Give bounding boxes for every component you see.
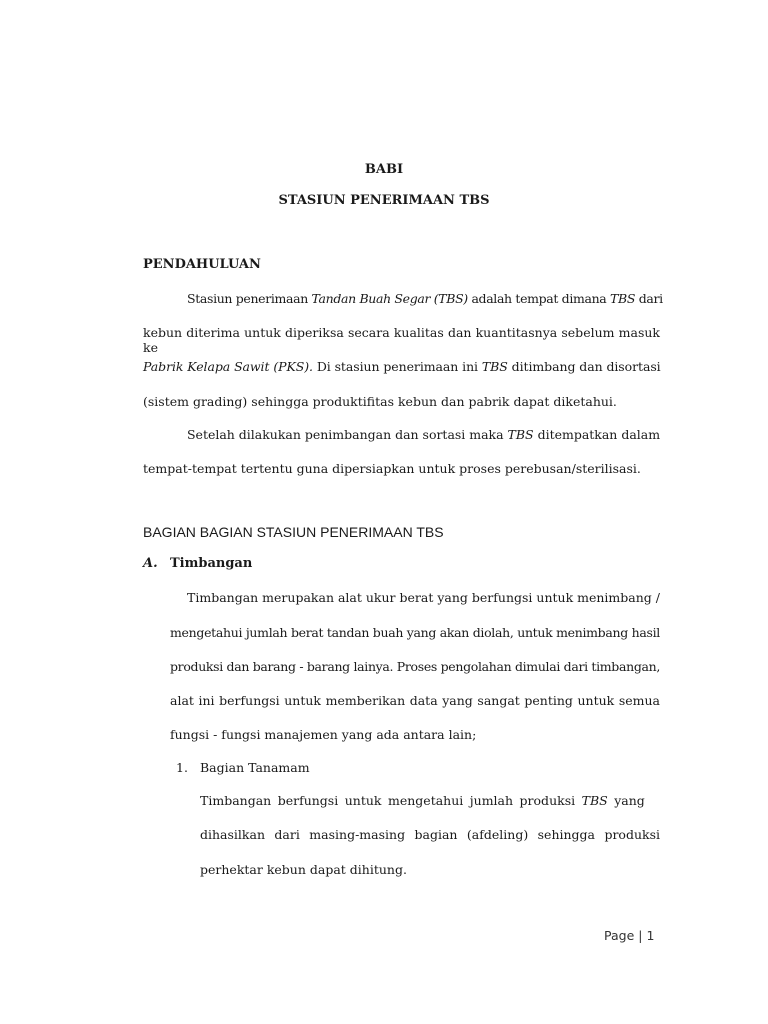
subsection-marker: [143, 556, 158, 571]
intro-p1-line1: [187, 291, 663, 306]
intro-heading: PENDAHULUAN: [143, 257, 261, 272]
list-item-number: 1.: [176, 760, 188, 775]
page-footer: [604, 928, 654, 943]
text-span: yang: [607, 793, 645, 808]
italic-term: TBS: [581, 793, 608, 808]
chapter-label: BABI: [364, 162, 404, 177]
section-para-line1: Timbangan merupakan alat ukur berat yang berfungsi untuk menimbang /: [187, 590, 660, 605]
intro-p1-line4: (sistem grading) sehingga produktifitas kebun dan pabrik dapat diketahui.: [143, 394, 617, 409]
italic-term: TBS: [610, 291, 636, 306]
section-para-line4: alat ini berfungsi untuk memberikan data yang sangat penting untuk semua: [170, 693, 660, 708]
page-separator: |: [638, 928, 643, 943]
italic-term: TBS: [507, 427, 534, 442]
page-number: 1: [646, 928, 655, 943]
text-span: dari: [635, 291, 663, 306]
intro-p1-line3: [143, 359, 661, 374]
text-span: Di stasiun penerimaan ini: [312, 359, 482, 374]
list-item-line2: dihasilkan dari masing-masing bagian (afdeling) sehingga produksi: [200, 827, 660, 842]
text-span: Stasiun penerimaan: [187, 291, 312, 306]
list-item-line1: [200, 793, 645, 808]
list-item-title: Bagian Tanamam: [200, 760, 310, 775]
subsection-title: Timbangan: [170, 556, 253, 571]
chapter-title: STASIUN PENERIMAAN TBS: [278, 193, 490, 208]
section-para-line5: fungsi - fungsi manajemen yang ada antara lain;: [170, 727, 477, 742]
intro-p2-line2: tempat-tempat tertentu guna dipersiapkan untuk proses perebusan/sterilisasi.: [143, 461, 641, 476]
intro-p2-line1: [187, 427, 660, 442]
text-span: ditimbang dan disortasi: [507, 359, 661, 374]
text-span: Setelah dilakukan penimbangan dan sortasi maka: [187, 427, 508, 442]
list-item-line3: perhektar kebun dapat dihitung.: [200, 862, 407, 877]
page-label: Page: [604, 928, 635, 943]
text-span: adalah tempat dimana: [467, 291, 611, 306]
text-span: Timbangan berfungsi untuk mengetahui jumlah produksi: [200, 793, 582, 808]
intro-p1-line2: kebun diterima untuk diperiksa secara kualitas dan kuantitasnya sebelum masuk ke: [143, 325, 660, 355]
italic-term: Tandan Buah Segar (TBS): [311, 291, 468, 306]
section-para-line2: mengetahui jumlah berat tandan buah yang akan diolah, untuk menimbang hasil: [170, 625, 660, 640]
italic-term: TBS: [481, 359, 508, 374]
italic-term: Pabrik Kelapa Sawit (PKS).: [143, 359, 313, 374]
section-para-line3: produksi dan barang - barang lainya. Proses pengolahan dimulai dari timbangan,: [170, 659, 660, 674]
text-span: ditempatkan dalam: [533, 427, 661, 442]
section-heading: BAGIAN BAGIAN STASIUN PENERIMAAN TBS: [143, 524, 444, 540]
subsection-marker-text: A.: [143, 556, 158, 571]
